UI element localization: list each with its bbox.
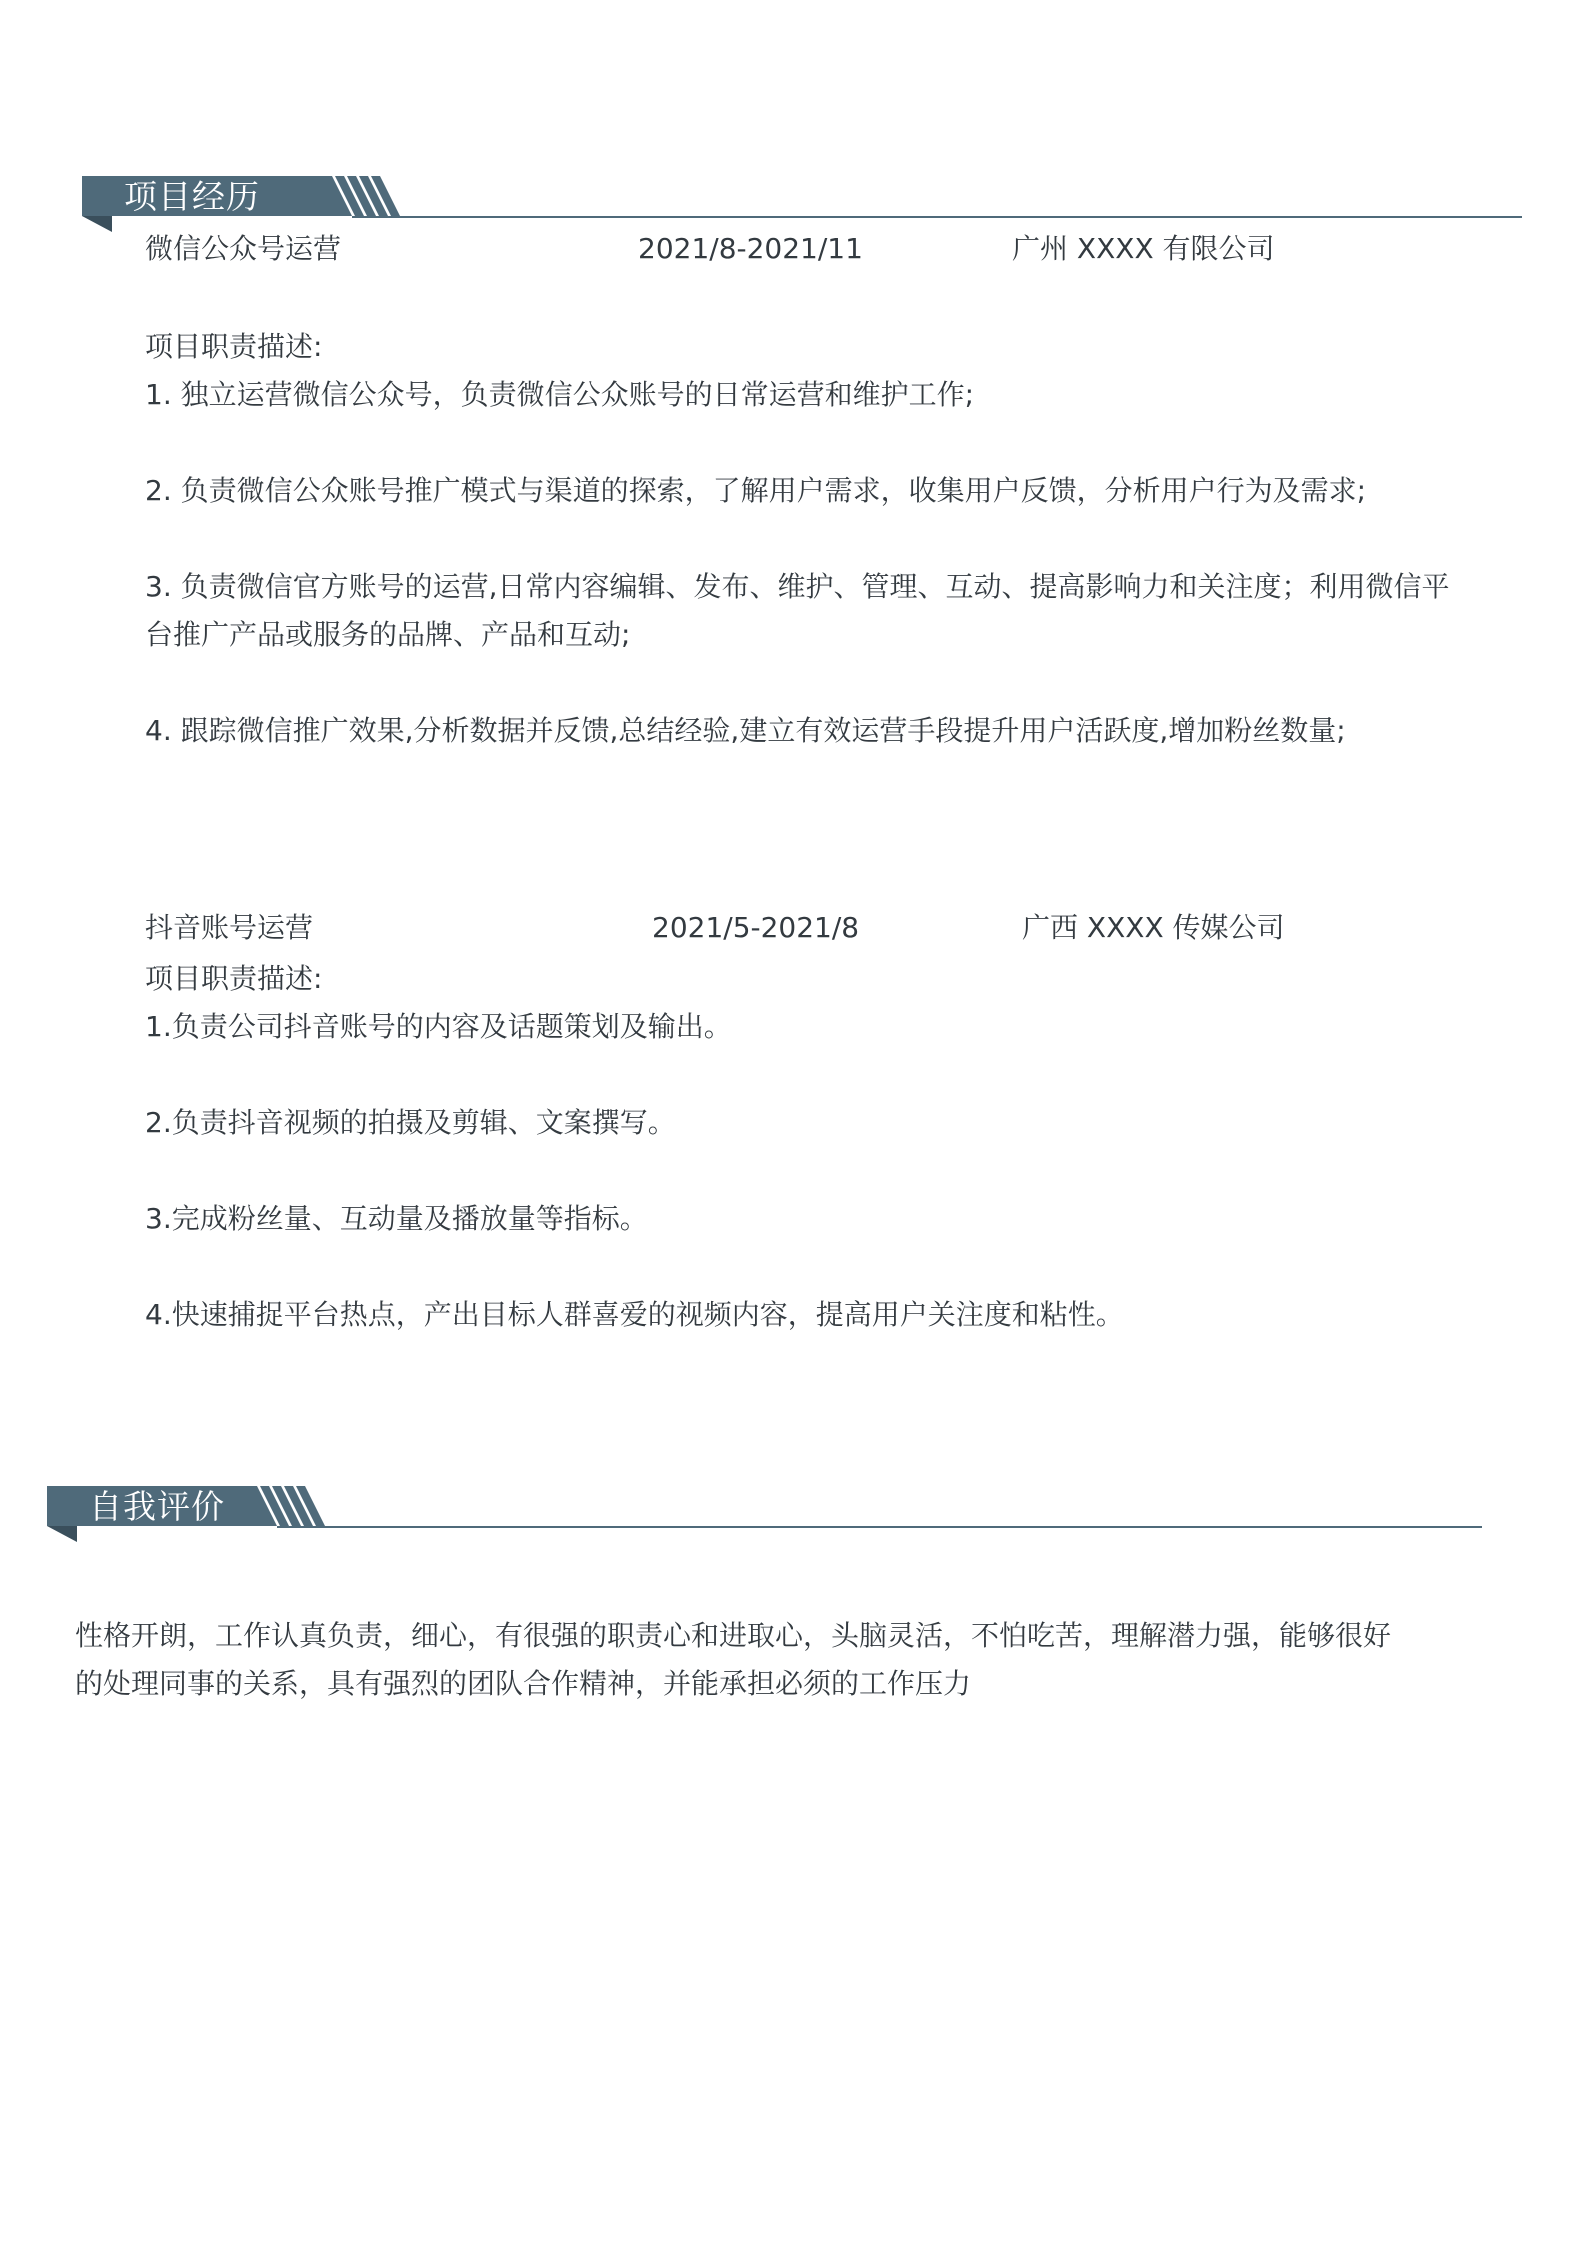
- project-period: 2021/5-2021/8: [652, 911, 860, 944]
- project-description: [145, 323, 1450, 755]
- desc-label: 项目职责描述:: [145, 962, 323, 995]
- duty-item: 4. 跟踪微信推广效果,分析数据并反馈,总结经验,建立有效运营手段提升用户活跃度,增加粉丝数量;: [145, 714, 1346, 747]
- duty-item: 3. 负责微信官方账号的运营,日常内容编辑、发布、维护、管理、互动、提高影响力和关注度；利用微信平: [145, 570, 1450, 603]
- project-section-header: [82, 172, 1522, 236]
- project-company: 广州 XXXX 有限公司: [1012, 232, 1275, 265]
- section-title-projects: 项目经历: [124, 177, 260, 216]
- self-eval-line: 的处理同事的关系，具有强烈的团队合作精神，并能承担必须的工作压力: [75, 1667, 972, 1700]
- duty-item-continued: 台推广产品或服务的品牌、产品和互动;: [145, 618, 631, 651]
- duty-item: 4.快速捕捉平台热点，产出目标人群喜爱的视频内容，提高用户关注度和粘性。: [145, 1298, 1124, 1331]
- duty-item: 3.完成粉丝量、互动量及播放量等指标。: [145, 1202, 648, 1235]
- self-eval-line: 性格开朗，工作认真负责，细心，有很强的职责心和进取心，头脑灵活，不怕吃苦，理解潜力强，能够很好: [75, 1619, 1392, 1652]
- desc-label: 项目职责描述:: [145, 330, 323, 363]
- section-title-self-eval: 自我评价: [89, 1487, 225, 1526]
- project-company: 广西 XXXX 传媒公司: [1022, 911, 1285, 944]
- self-eval-text: [75, 1612, 1391, 1708]
- duty-item: 2.负责抖音视频的拍摄及剪辑、文案撰写。: [145, 1106, 676, 1139]
- section-banner-graphic: [47, 1482, 1487, 1546]
- project-name: 抖音账号运营: [145, 911, 314, 944]
- project-name: 微信公众号运营: [145, 232, 342, 265]
- project-description: [145, 955, 1124, 1339]
- duty-item: 2. 负责微信公众账号推广模式与渠道的探索，了解用户需求，收集用户反馈，分析用户行为及需求;: [145, 474, 1367, 507]
- duty-item: 1.负责公司抖音账号的内容及话题策划及输出。: [145, 1010, 732, 1043]
- project-period: 2021/8-2021/11: [638, 232, 863, 265]
- section-banner-graphic: [82, 172, 1522, 236]
- duty-item: 1. 独立运营微信公众号，负责微信公众账号的日常运营和维护工作;: [145, 378, 975, 411]
